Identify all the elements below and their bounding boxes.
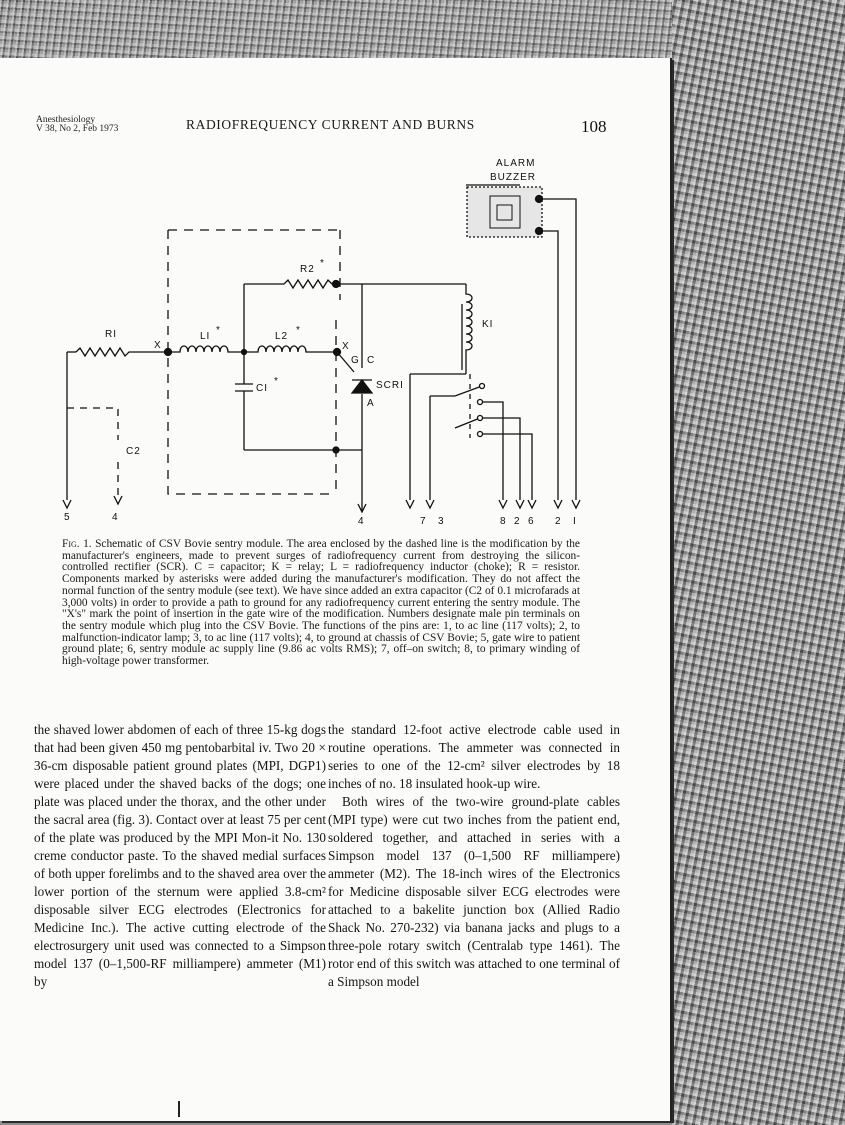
pin-7: 7 <box>420 516 427 527</box>
label-r2: R2 <box>300 264 315 275</box>
pin-2-mid: 2 <box>514 516 521 527</box>
pin-4-center: 4 <box>358 516 365 527</box>
pin-6: 6 <box>528 516 535 527</box>
label-l1: LI <box>200 331 211 342</box>
label-k1: KI <box>482 319 494 330</box>
running-title: RADIOFREQUENCY CURRENT AND BURNS <box>186 117 475 132</box>
page-number: 108 <box>581 117 607 136</box>
label-l2: L2 <box>275 331 289 342</box>
label-l2-asterisk: * <box>296 325 301 336</box>
pin-2: 2 <box>555 516 562 527</box>
body-column-right <box>328 721 620 991</box>
inductor-l2 <box>244 346 335 352</box>
label-x-right: X <box>342 341 350 352</box>
label-c1: CI <box>256 383 268 394</box>
label-scr1: SCRI <box>376 380 404 391</box>
figure-caption-text: Schematic of CSV Bovie sentry module. The area enclosed by the dashed line is the modification by the manufacturer's engineers, made to prevent surges of radiofrequency current from destroying the silicon-controlled rectifier (SCR). C = capacitor; K = relay; L = radiofrequency inductor (choke); R = resistor. Components marked by asterisks were added during the manufacturer's modification. They do not affect the normal function of the sentry module (see text). We have since added an extra capacitor (C2 of 0.1 microfarads at 3,000 volts) in order to provide a path to ground for any radiofrequency current entering the sentry module. The "X's" mark the point of insertion in the gate wire of the modification. Numbers designate male pin terminals on the sentry module which plug into the CSV Bovie. The functions of the pins are: 1, to ac line (117 volts); 2, to malfunction-indicator lamp; 3, to ac line (117 volts); 4, to ground at chassis of CSV Bovie; 5, gate wire to patient ground plate; 6, sentry module ac supply line (9.86 ac volts RMS); 7, off–on switch; 8, to primary winding of high-voltage power transformer. <box>62 538 580 668</box>
buzzer-wires <box>539 199 576 500</box>
label-r2-asterisk: * <box>320 258 325 269</box>
scan-mark <box>178 1101 180 1117</box>
left-column-paragraph: the shaved lower abdomen of each of three 15-kg dogs that had been given 450 mg pentobarbital iv. Two 20 × 36-cm disposable patient ground plates (MPI, DGP1) were placed under the shaved backs of the dogs; one plate was placed under the thorax, and the other under the sacral area (fig. 3). Contact over at least 75 per cent of the plate was produced by the MPI Mon-it No. 130 creme conductor paste. To the shaved medial surfaces of both upper forelimbs and to the shaved area over the lower portion of the sternum were applied 3.8-cm² disposable silver ECG electrodes (Electronics for Medicine Inc.). The active cutting electrode of the electrosurgery unit used was connected to a Simpson model 137 (0–1,500-RF milliampere) ammeter (M1) by <box>34 722 326 989</box>
relay-contacts <box>410 374 532 500</box>
label-l1-asterisk: * <box>216 325 221 336</box>
pin-8: 8 <box>500 516 507 527</box>
label-alarm: ALARM <box>496 158 536 169</box>
pin-3: 3 <box>438 516 445 527</box>
alarm-buzzer-box <box>467 187 542 237</box>
label-r1: RI <box>105 329 117 340</box>
relay-k1-coil <box>466 284 472 374</box>
capacitor-c1 <box>235 352 253 450</box>
label-c1-asterisk: * <box>274 376 279 387</box>
pin-4-left: 4 <box>112 512 119 523</box>
scr1-symbol <box>352 380 372 393</box>
pin-5: 5 <box>64 512 71 523</box>
label-a: A <box>367 398 375 409</box>
pin-1: I <box>573 516 577 527</box>
figure-caption-label: Fig. 1. <box>62 538 92 550</box>
label-c: C <box>367 355 376 366</box>
journal-name: Anesthesiology <box>36 115 96 125</box>
label-buzzer: BUZZER <box>490 172 536 183</box>
figure-caption <box>62 539 580 668</box>
inductor-l1 <box>171 346 244 352</box>
label-c2: C2 <box>126 446 141 457</box>
right-column-paragraph-1: the standard 12-foot active electrode cable used in routine operations. The ammeter was connected in series to one of the 12-cm² silver electrodes by 18 inches of no. 18 insulated hook-up wire. <box>328 722 620 791</box>
body-column-left <box>34 721 326 991</box>
c2-dashed-wiring <box>67 408 118 496</box>
journal-volume: V 38, No 2, Feb 1973 <box>36 124 119 134</box>
right-column-paragraph-2: Both wires of the two-wire ground-plate cables (MPI type) were cut two inches from the patient end, soldered together, and attached in series with a Simpson model 137 (0–1,500 RF milliampere) ammeter (M2). The 18-inch wires of the Electronics for Medicine disposable silver ECG electrodes were attached to a bakelite junction box (Allied Radio Shack No. 270-232) via banana jacks and plugs to a three-pole rotary switch (Centralab type 1461). The rotor end of this switch was attached to one terminal of a Simpson model <box>328 794 620 989</box>
label-g: G <box>351 355 360 366</box>
label-x-left: X <box>154 340 162 351</box>
resistor-r1 <box>76 348 166 356</box>
